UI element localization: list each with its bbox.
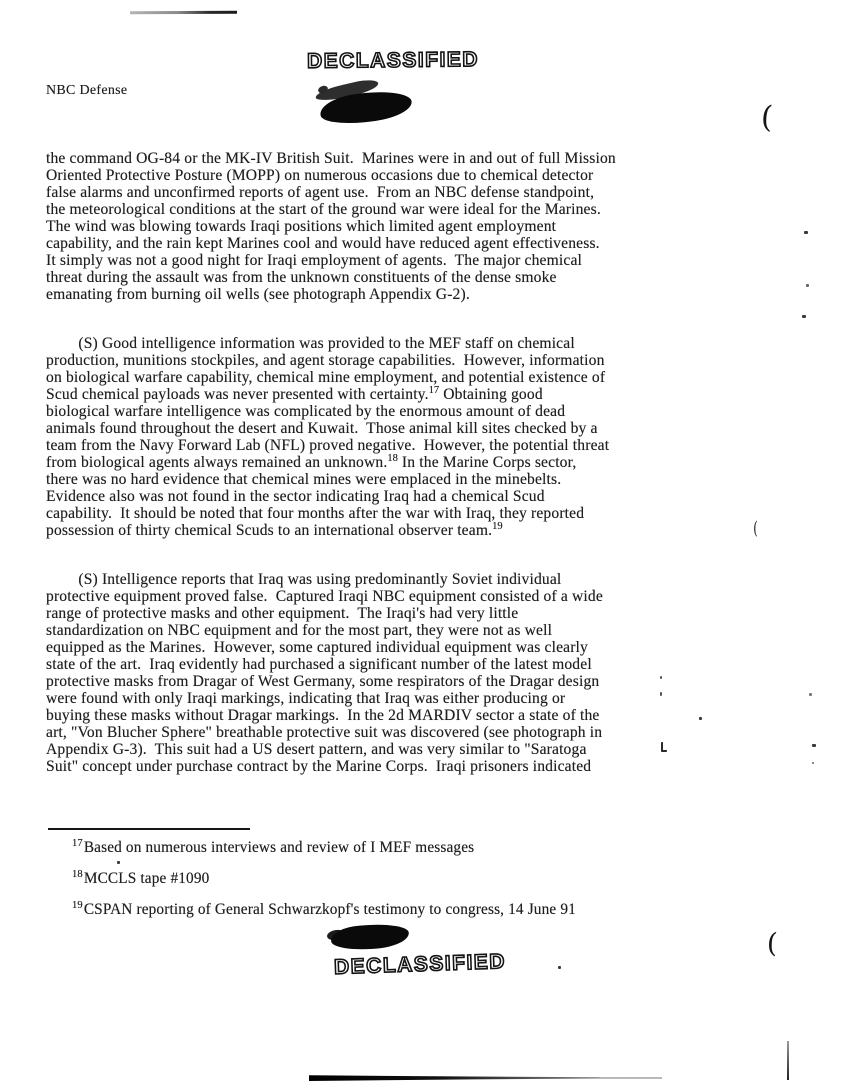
text-line: biological warfare intelligence was complicated by the enormous amount of dead — [46, 403, 566, 420]
scan-speck — [804, 231, 808, 234]
footnote-19-marker: 19 — [72, 899, 83, 911]
scan-speck — [802, 315, 806, 318]
text-line: standardization on NBC equipment and for the most part, they were not as well — [46, 622, 553, 639]
scan-speck — [812, 762, 814, 764]
scan-artifact-line-bottom — [309, 1075, 605, 1081]
footnote-17-marker: 17 — [72, 837, 83, 849]
text-line: Appendix G-3). This suit had a US desert pattern, and was very similar to "Saratoga — [46, 741, 587, 758]
text-line: there was no hard evidence that chemical mines were emplaced in the minebelts. — [46, 471, 562, 488]
text-line: production, munitions stockpiles, and agent storage capabilities. However, information — [46, 352, 605, 369]
scan-artifact-vline-right — [787, 1041, 789, 1080]
scan-speck — [661, 742, 667, 752]
text-line: state of the art. Iraq evidently had purchased a significant number of the latest model — [46, 656, 592, 673]
text-line: protective masks from Dragar of West Germany, some respirators of the Dragar design — [46, 673, 600, 690]
pen-mark-paren-top: ( — [759, 99, 774, 136]
scan-speck — [660, 676, 662, 679]
footnotes-block — [72, 839, 712, 932]
text-line: equipped as the Marines. However, some captured individual equipment was clearly — [46, 639, 588, 656]
paragraph-1 — [46, 150, 726, 303]
footnote-17 — [72, 839, 712, 856]
text-line: threat during the assault was from the unknown constituents of the dense smoke — [46, 269, 557, 286]
text-line: emanating from burning oil wells (see photograph Appendix G-2). — [46, 286, 470, 303]
text-line: The wind was blowing towards Iraqi positions which limited agent employment — [46, 218, 557, 235]
declassified-stamp-top: DECLASSIFIED — [306, 48, 480, 73]
footnote-separator — [48, 828, 250, 830]
text-line: from biological agents always remained an unknown.$^{18}$ In the Marine Corps sector, — [46, 452, 577, 471]
scan-artifact-line-bottom-tail — [600, 1077, 662, 1079]
text-line: capability. It should be noted that four months after the war with Iraq, they reported — [46, 505, 585, 522]
text-line: art, "Von Blucher Sphere" breathable protective suit was discovered (see photograph in — [46, 724, 603, 741]
text-line: on biological warfare capability, chemical mine employment, and potential existence of — [46, 369, 606, 386]
text-line: (S) Intelligence reports that Iraq was using predominantly Soviet individual — [46, 571, 562, 588]
text-line: false alarms and unconfirmed reports of agent use. From an NBC defense standpoint, — [46, 184, 595, 201]
text-line: capability, and the rain kept Marines cool and would have reduced agent effectiveness. — [46, 235, 600, 252]
text-line: protective equipment proved false. Captured Iraqi NBC equipment consisted of a wide — [46, 588, 603, 605]
text-line: buying these masks without Dragar markings. In the 2d MARDIV sector a state of the — [46, 707, 600, 724]
text-line: Suit" concept under purchase contract by the Marine Corps. Iraqi prisoners indicated — [46, 758, 592, 775]
scan-speck — [117, 861, 120, 864]
footnote-17-text: Based on numerous interviews and review of I MEF messages — [83, 839, 475, 856]
text-line: possession of thirty chemical Scuds to an international observer team.$^{19}$ — [46, 520, 503, 539]
footnote-18-marker: 18 — [72, 868, 83, 880]
body-text — [46, 150, 726, 807]
text-line: Scud chemical payloads was never presented with certainty.$^{17}$ Obtaining good — [46, 384, 543, 403]
text-line: It simply was not a good night for Iraqi employment of agents. The major chemical — [46, 252, 583, 269]
scan-speck — [812, 744, 816, 747]
paragraph-2 — [46, 335, 726, 539]
paragraph-3 — [46, 571, 726, 775]
scan-artifact-line-top — [130, 11, 237, 15]
scan-speck — [809, 693, 812, 696]
text-line: Evidence also was not found in the sector indicating Iraq had a chemical Scud — [46, 488, 545, 505]
footnote-19 — [72, 901, 712, 918]
declassified-stamp-bottom: DECLASSIFIED — [333, 950, 507, 979]
scan-speck — [558, 966, 561, 969]
text-line: animals found throughout the desert and Kuwait. Those animal kill sites checked by a — [46, 420, 598, 437]
scan-speck — [699, 717, 702, 720]
scan-speck — [660, 692, 662, 696]
text-line: the command OG-84 or the MK-IV British Suit. Marines were in and out of full Mission — [46, 150, 616, 167]
text-line: (S) Good intelligence information was provided to the MEF staff on chemical — [46, 335, 575, 352]
text-line: the meteorological conditions at the start of the ground war were ideal for the Marines. — [46, 201, 601, 218]
text-line: were found with only Iraqi markings, indicating that Iraq was either producing or — [46, 690, 566, 707]
footnote-19-text: CSPAN reporting of General Schwarzkopf's testimony to congress, 14 June 91 — [83, 901, 576, 918]
text-line: team from the Navy Forward Lab (NFL) proved negative. However, the potential threat — [46, 437, 610, 454]
text-line: range of protective masks and other equipment. The Iraqi's had very little — [46, 605, 519, 622]
section-header-label: NBC Defense — [46, 83, 128, 98]
footnote-18-text: MCCLS tape #1090 — [83, 870, 210, 887]
footnote-18 — [72, 870, 712, 887]
pen-mark-paren-middle: ( — [753, 518, 758, 539]
text-line: Oriented Protective Posture (MOPP) on numerous occasions due to chemical detector — [46, 167, 594, 184]
pen-mark-paren-bottom: ( — [766, 927, 779, 960]
scan-speck — [806, 284, 809, 287]
